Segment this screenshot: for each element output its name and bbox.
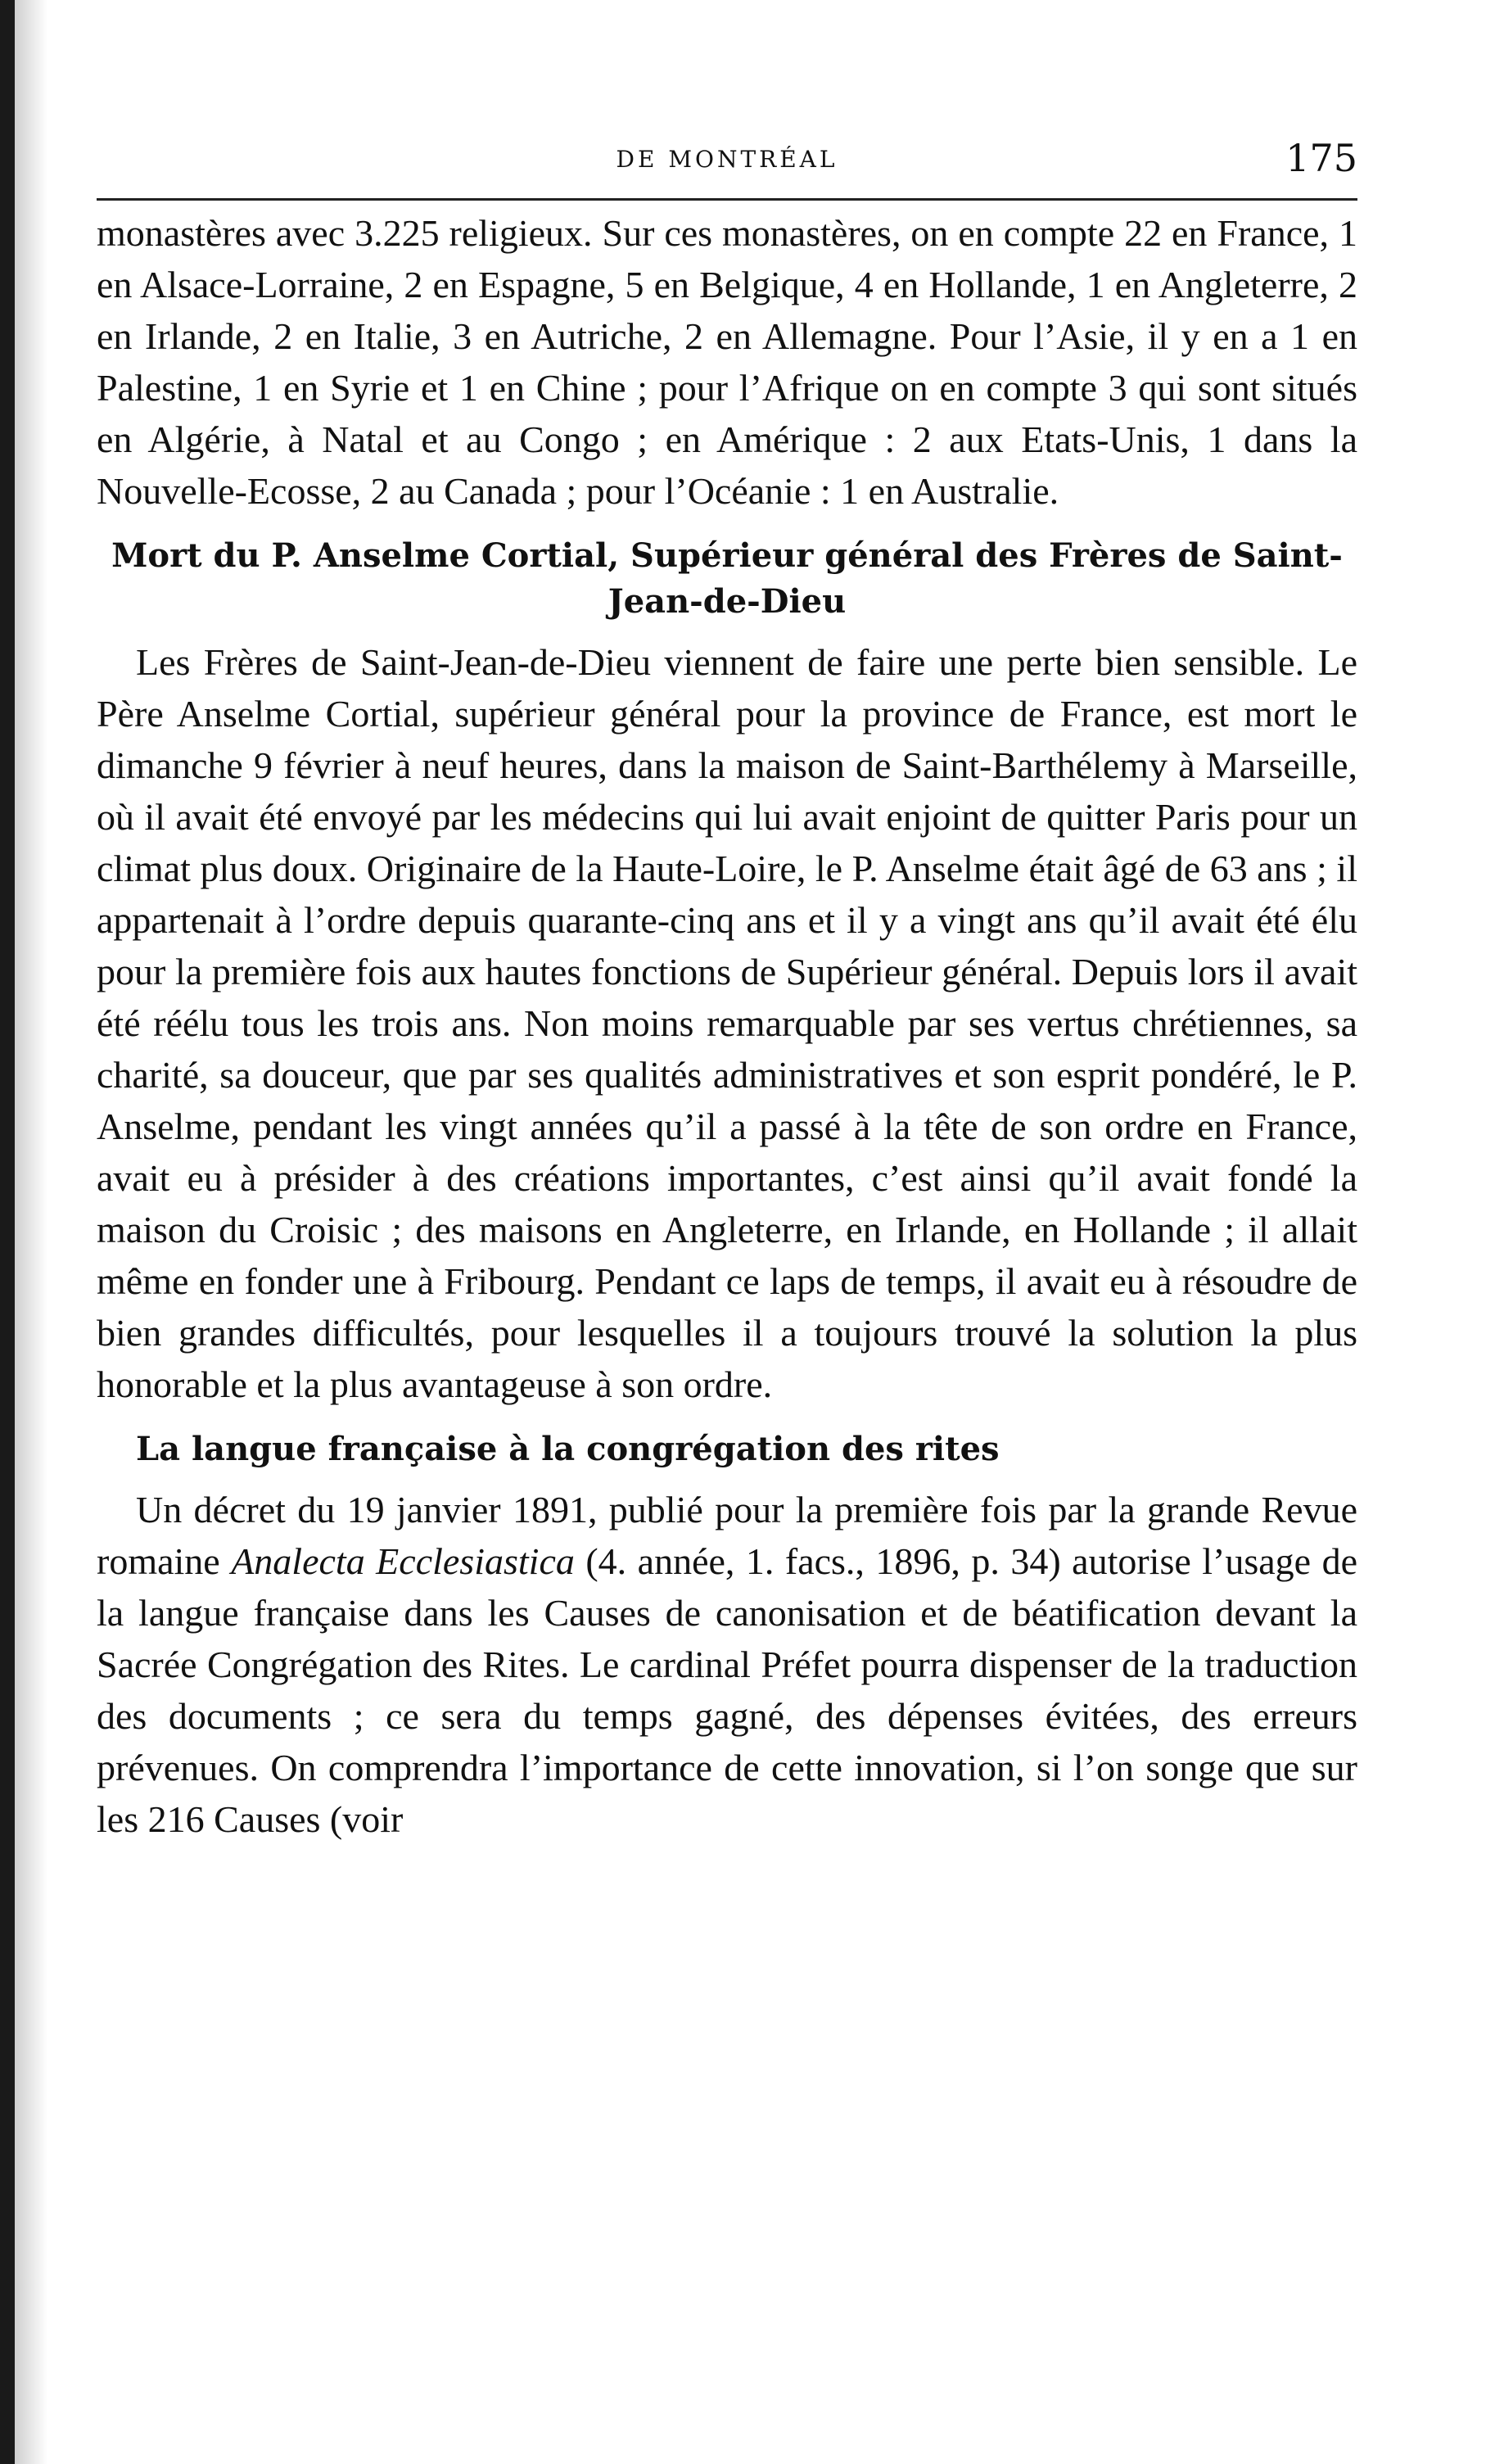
language-text-start: Un décret du 19 janvier 1891, publié pour la première fois par la grande Revue romaine	[97, 1489, 1357, 1582]
obituary-paragraph: Les Frères de Saint-Jean-de-Dieu viennent de faire une perte bien sensible. Le Père Anselme Cortial, supérieur général pour la province de France, est mort le dimanche 9 février à neuf heures, dans la maison de Saint-Barthélemy à Marseille, où il avait été envoyé par les médecins qui lui avait enjoint de quitter Paris pour un climat plus doux. Originaire de la Haute-Loire, le P. Anselme était âgé de 63 ans ; il appartenait à l’ordre depuis quarante-cinq ans et il y a vingt ans qu’il avait été élu pour la première fois aux hautes fonctions de Supérieur général. Depuis lors il avait été réélu tous les trois ans. Non moins remarquable par ses vertus chrétiennes, sa charité, sa douceur, que par ses qualités administratives et son esprit pondéré, le P. Anselme, pendant les vingt années qu’il a passé à la tête de son ordre en France, avait eu à présider à des créations importantes, c’est ainsi qu’il avait fondé la maison du Croisic ; des maisons en Angleterre, en Irlande, en Hollande ; il allait même en fonder une à Fribourg. Pendant ce laps de temps, il avait eu à résoudre de bien grandes difficultés, pour lesquelles il a toujours trouvé la solution la plus honorable et la plus avantageuse à son ordre.	[97, 641, 1357, 1405]
language-paragraph	[97, 1484, 1357, 1845]
page-number: 175	[1285, 136, 1357, 180]
running-head	[97, 131, 1357, 188]
language-text-end: (4. année, 1. facs., 1896, p. 34) autorise l’usage de la langue française dans les Causes de canonisation et de béatification devant la Sacrée Congrégation des Rites. Le cardinal Préfet pourra dispenser de la traduction des documents ; ce sera du temps gagné, des dépenses évitées, des erreurs prévenues. On comprendra l’importance de cette innovation, si l’on songe que sur les 216 Causes (voir	[97, 1540, 1357, 1840]
section-heading-obituary: Mort du P. Anselme Cortial, Supérieur général des Frères de Saint-Jean-de-Dieu	[111, 536, 1343, 621]
page-content	[97, 131, 1357, 1845]
journal-title: Analecta Ecclesiastica	[231, 1540, 575, 1582]
intro-paragraph: monastères avec 3.225 religieux. Sur ces monastères, on en compte 22 en France, 1 en Alsace-Lorraine, 2 en Espagne, 5 en Belgique, 4 en Hollande, 1 en Angleterre, 2 en Irlande, 2 en Italie, 3 en Autriche, 2 en Allemagne. Pour l’Asie, il y en a 1 en Palestine, 1 en Syrie et 1 en Chine ; pour l’Afrique on en compte 3 qui sont situés en Algérie, à Natal et au Congo ; en Amérique : 2 aux Etats-Unis, 1 dans la Nouvelle-Ecosse, 2 au Canada ; pour l’Océanie : 1 en Australie.	[97, 212, 1357, 512]
section-heading-language: La langue française à la congrégation des rites	[136, 1430, 1000, 1468]
book-binding-edge	[0, 0, 15, 2464]
running-title: DE MONTRÉAL	[616, 146, 838, 173]
header-rule	[97, 198, 1357, 201]
book-gutter-shadow	[15, 0, 47, 2464]
